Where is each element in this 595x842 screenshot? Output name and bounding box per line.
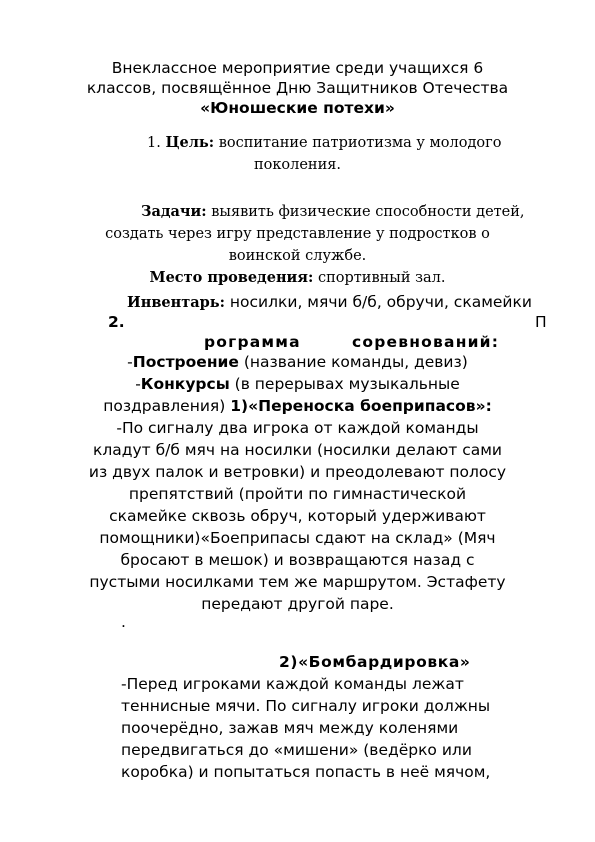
formation-note: (название команды, девиз) (243, 353, 468, 371)
tasks-text-1: выявить физические способности детей, (211, 204, 525, 220)
contest-1-title: 1)«Переноска боеприпасов»: (230, 397, 492, 415)
header-line-1: Внеклассное мероприятие среди учащихся 6 (111, 59, 484, 77)
contest-1-line: пустыми носилками тем же маршрутом. Эстафету (89, 573, 506, 591)
contest-1-line: препятствий (пройти по гимнастической (128, 485, 467, 503)
place-value: спортивный зал. (317, 270, 446, 286)
contest-1-line: -По сигналу два игрока от каждой команды (116, 419, 479, 437)
contests-note: (в перерывах музыкальные (234, 375, 460, 393)
tasks-text-3: воинской службе. (228, 248, 367, 264)
tasks-text-2: создать через игру представление у подростков о (105, 226, 490, 242)
contest-1-line: кладут б/б мяч на носилки (носилки делают сами (92, 441, 502, 459)
program-word-2: соревнований: (352, 333, 500, 351)
place-label: Место проведения: (149, 269, 314, 286)
tasks-label: Задачи: (141, 203, 207, 220)
contests-label: Конкурсы (140, 375, 230, 393)
formation-label: Построение (132, 353, 239, 371)
contest-1-line: помощники)«Боеприпасы сдают на склад» (Мяч (99, 529, 496, 547)
program-first-letter: П (535, 313, 547, 331)
tasks-line (141, 202, 525, 222)
formation-dash: - (127, 353, 133, 371)
contest-1-line: скамейке сквозь обруч, который удерживают (109, 507, 486, 525)
contest-2-line: поочерёдно, зажав мяч между коленями (121, 719, 459, 737)
event-title: «Юношеские потехи» (200, 99, 395, 117)
formation-line (0, 352, 595, 372)
contests-line-2 (0, 396, 595, 416)
stray-dot: . (121, 613, 126, 631)
program-number: 2. (108, 313, 125, 331)
goal-label: Цель: (165, 134, 215, 151)
goal-text: воспитание патриотизма у молодого (218, 135, 502, 151)
contest-2-line: теннисные мячи. По сигналу игроки должны (121, 697, 491, 715)
contest-1-line: из двух палок и ветровки) и преодолевают полосу (88, 463, 507, 481)
contest-1-line: бросают в мешок) и возвращаются назад с (120, 551, 475, 569)
goal-number: 1. (147, 135, 161, 151)
program-heading (204, 332, 499, 352)
contests-dash: - (135, 375, 141, 393)
inventory-label: Инвентарь: (127, 294, 225, 311)
contest-2-title: 2)«Бомбардировка» (279, 653, 471, 671)
contest-2-line: коробка) и попытаться попасть в неё мячом, (121, 763, 491, 781)
contest-2-line: передвигаться до «мишени» (ведёрко или (121, 741, 472, 759)
goal-line (147, 133, 501, 153)
contests-line (0, 374, 595, 394)
contests-note-2: поздравления) (103, 397, 226, 415)
header-line-2: классов, посвящённое Дню Защитников Отечества (86, 79, 509, 97)
contest-1-line: передают другой паре. (201, 595, 394, 613)
program-word-1: рограмма (204, 333, 301, 351)
inventory-line (127, 292, 532, 313)
place-line (0, 268, 595, 288)
inventory-value: носилки, мячи б/б, обручи, скамейки (229, 293, 532, 311)
contest-2-line: -Перед игроками каждой команды лежат (121, 675, 464, 693)
goal-text-2: поколения. (253, 157, 342, 173)
